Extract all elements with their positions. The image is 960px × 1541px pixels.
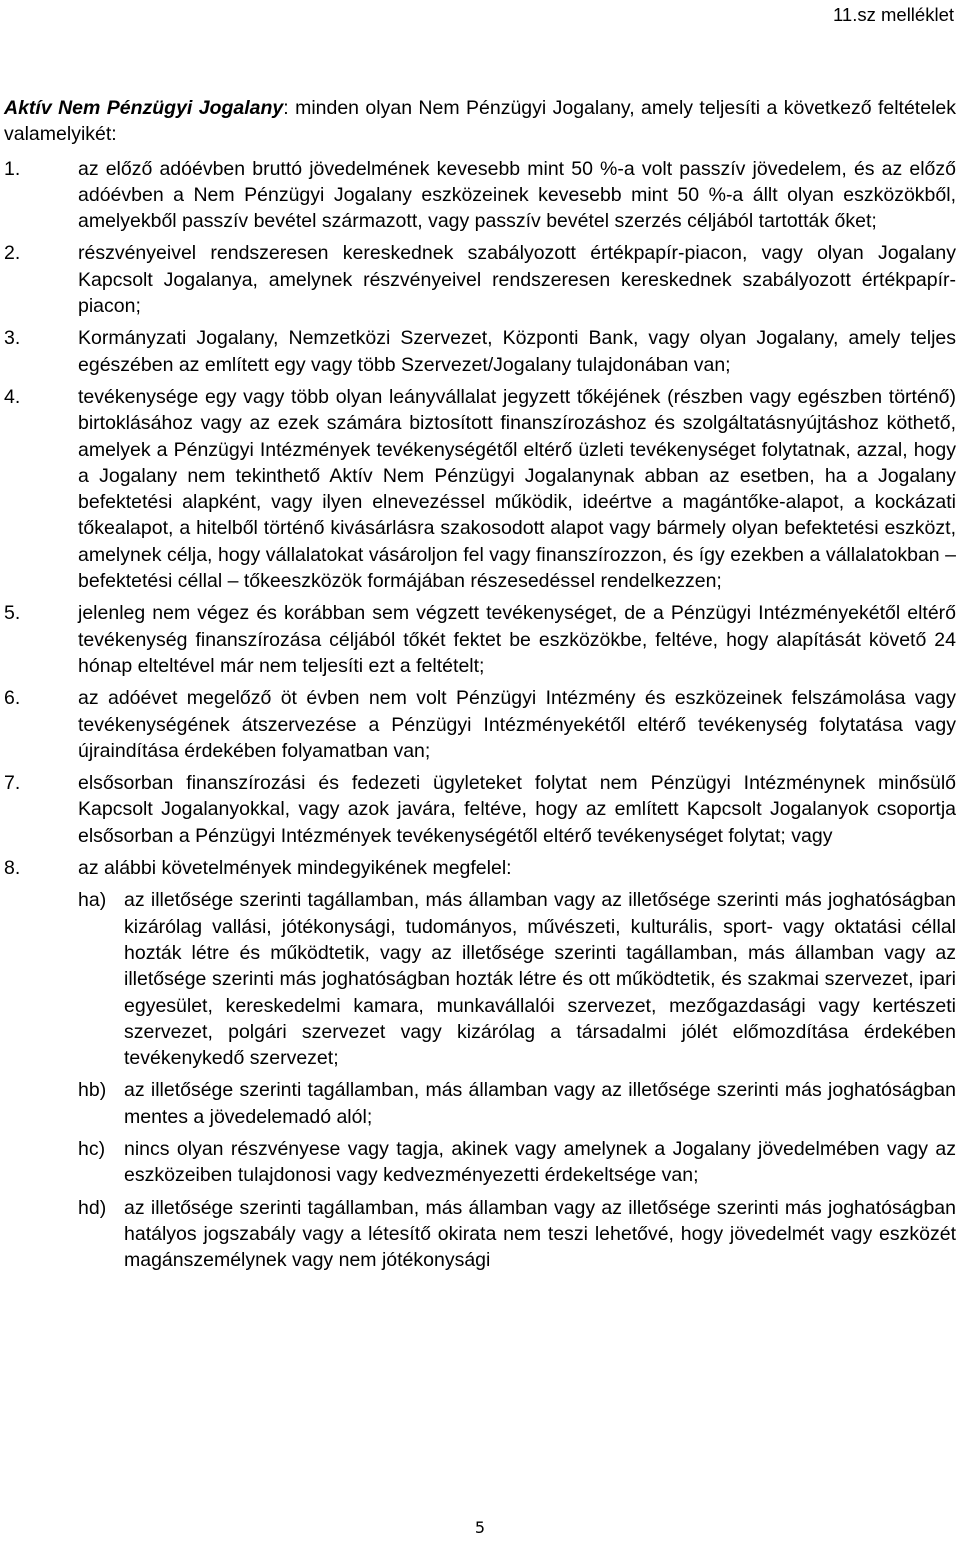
sub-item-text: az illetősége szerinti tagállamban, más államban vagy az illetősége szerinti más joghatóságban mentes a jövedelemadó alól; [124,1079,956,1128]
item-text: Kormányzati Jogalany, Nemzetközi Szervezet, Központi Bank, vagy olyan Jogalany, amely teljes egészében az említett egy vagy több Szervezet/Jogalany tulajdonában van; [78,327,956,376]
item-text: tevékenysége egy vagy több olyan leányvállalat jegyzett tőkéjének (részben vagy egészben történő) birtoklásához vagy az ezek számára biztosított finanszírozáshoz és szolgáltatásnyújtáshoz köthető, amelyek a Pénzügyi Intézmények tevékenységétől eltérő üzleti tevékenységet folytatnak, azzal, hogy a Jogalany nem tekinthető Aktív Nem Pénzügyi Jogalanynak abban az esetben, ha a Jogalany befektetési alapként, vagy ilyen elnevezéssel működik, ideértve a magántőke-alapot, a kockázati tőkealapot, a hitelből történő kivásárlásra szakosodott alapot vagy bármely olyan befektetési eszközt, amelynek célja, hogy vállalatokat vásároljon fel vagy finanszírozzon, és így ezekben a vállalatokban – befektetési céllal – tőkeeszközök formájában részesedéssel rendelkezzen; [78,385,956,593]
item-number: 6. [4,687,21,710]
sub-item-label: hb) [78,1079,107,1102]
definition-intro [4,95,956,148]
sub-item [78,1195,956,1274]
annex-label: 11.sz melléklet [833,4,954,25]
item-text: jelenleg nem végez és korábban sem végzett tevékenységet, de a Pénzügyi Intézményekétől eltérő tevékenység finanszírozása céljából tőkét fektet be eszközökbe, feltéve, hogy alapítását követő 24 hónap elteltével már nem teljesíti ezt a feltételt; [78,602,956,677]
definition-text: : minden olyan Nem Pénzügyi Jogalany, amely teljesíti a következő feltételek valamelyikét: [4,97,956,146]
defined-term: Aktív Nem Pénzügyi Jogalany [4,97,284,119]
list-item [4,156,956,235]
item-number: 3. [4,327,21,350]
list-item [4,855,956,881]
sub-item-text: az illetősége szerinti tagállamban, más államban vagy az illetősége szerinti más joghatóságban hatályos jogszabály vagy a létesítő okirata nem teszi lehetővé, hogy jövedelmét vagy eszközét magánszemélynek vagy nem jótékonysági [124,1196,956,1272]
document-body [4,95,956,1273]
sub-item [78,887,956,1071]
item-text: elsősorban finanszírozási és fedezeti ügyleteket folytat nem Pénzügyi Intézménynek minősülő Kapcsolt Jogalanyokkal, vagy azok javára, feltéve, hogy az említett Kapcsolt Jogalanyok csoportja elsősorban a Pénzügyi Intézmények tevékenységétől eltérő tevékenységet folytat; vagy [78,772,956,847]
sub-item-label: hc) [78,1137,106,1160]
sub-item [78,1077,956,1130]
item-number: 1. [4,157,21,180]
item-number: 7. [4,772,21,795]
sub-item-text: az illetősége szerinti tagállamban, más államban vagy az illetősége szerinti más joghatóságban kizárólag vallási, jótékonysági, tudományos, művészeti, kulturális, sport- vagy oktatási céllal hozták létre és működtetik, vagy az illetősége szerinti tagállamban, más államban vagy az illetősége szerinti más joghatóságban hozták létre és ott működtetik, és szakmai szervezet, ipari egyesület, kereskedelmi kamara, munkavállalói szervezet, mezőgazdasági vagy kertészeti szervezet, polgári szervezet vagy kizárólag a társadalmi jólét előmozdítása érdekében tevékenykedő szervezet; [124,889,956,1070]
item-text: az adóévet megelőző öt évben nem volt Pénzügyi Intézmény és eszközeinek felszámolása vagy tevékenységének átszervezése a Pénzügyi Intézményekétől eltérő tevékenység folytatása vagy újraindítása érdekében folyamatban van; [78,687,956,762]
item-text: részvényeivel rendszeresen kereskednek szabályozott értékpapír-piacon, vagy olyan Jogalany Kapcsolt Jogalanya, amelynek részvényeivel rendszeresen kereskednek szabályozott értékpapír-piacon; [78,242,956,318]
item-number: 2. [4,242,21,265]
list-item [4,240,956,319]
item-text: az alábbi követelmények mindegyikének megfelel: [78,857,512,880]
sub-item-label: hd) [78,1196,107,1219]
item-number: 4. [4,385,21,408]
list-item [4,384,956,594]
page-number: 5 [474,1518,486,1537]
list-item [4,685,956,764]
item-text: az előző adóévben bruttó jövedelmének kevesebb mint 50 %-a volt passzív jövedelem, és az előző adóévben a Nem Pénzügyi Jogalany eszközeinek kevesebb mint 50 %-a állt olyan eszközökből, amelyekből passzív bevétel származott, vagy passzív bevétel szerzés céljából tartották őket; [78,157,956,233]
sub-item-label: ha) [78,889,107,912]
item-number: 5. [4,602,21,625]
list-item [4,325,956,378]
list-item [4,600,956,679]
sub-item-text: nincs olyan részvényese vagy tagja, akinek vagy amelynek a Jogalany jövedelmében vagy az eszközeiben tulajdonosi vagy kedvezményezetti érdekeltsége van; [124,1137,956,1187]
list-item [4,770,956,849]
sub-item [78,1136,956,1189]
item-number: 8. [4,857,21,880]
